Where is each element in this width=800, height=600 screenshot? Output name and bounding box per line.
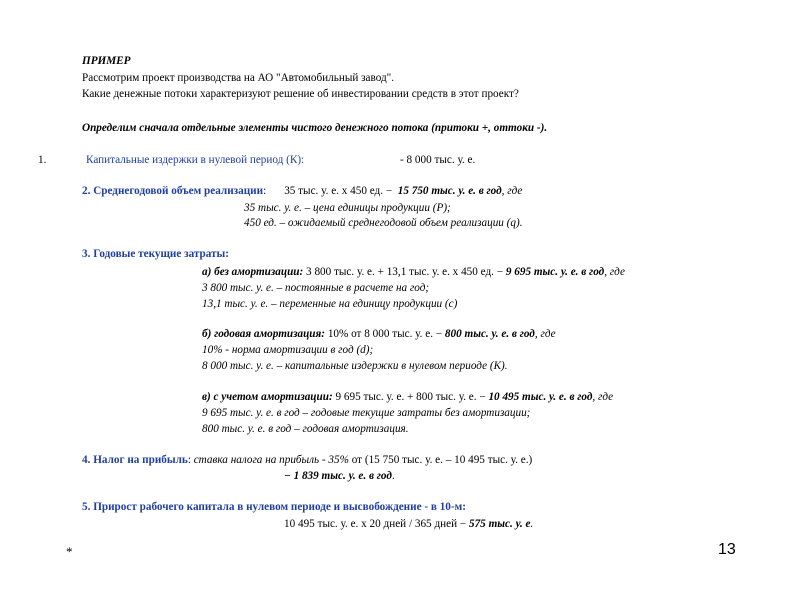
item3-a-label: а) без амортизации:	[202, 266, 304, 278]
item2-colon: :	[263, 185, 267, 197]
item4-formula: от (15 750 тыс. у. е. – 10 495 тыс. у. е.)	[348, 454, 533, 466]
item2-title: 2. Среднегодовой объем реализации	[82, 185, 264, 197]
item3-b-tail: , где	[534, 328, 556, 340]
item1-value: - 8 000 тыс. у. е.	[400, 154, 476, 166]
item5-line	[284, 516, 533, 532]
item4-result-line	[284, 468, 395, 484]
item3-a-formula: 3 800 тыс. у. е. + 13,1 тыс. у. е. х 450 ед. −	[303, 266, 504, 278]
item2-tail: , где	[501, 185, 523, 197]
item3-a-note-2: 13,1 тыс. у. е. – переменные на единицу продукции (с)	[202, 298, 458, 310]
item2-line	[82, 183, 522, 199]
page-number: 13	[718, 541, 736, 558]
item4-colon: :	[187, 454, 191, 466]
item3-b-result: 800 тыс. у. е. в год	[442, 328, 535, 340]
item4-title: 4. Налог на прибыль	[82, 454, 188, 466]
example-heading: ПРИМЕР	[82, 55, 131, 67]
item3-c-line	[202, 389, 613, 405]
footer-star: *	[66, 544, 73, 559]
item5-result: 575 тыс. у. е	[466, 518, 531, 530]
item3-b-note-2: 8 000 тыс. у. е. – капитальные издержки в нулевом периоде (К).	[202, 360, 508, 372]
item3-a-line	[202, 264, 625, 280]
item5-formula: 10 495 тыс. у. е. х 20 дней / 365 дней −	[284, 518, 467, 530]
item3-c-tail: , где	[592, 391, 614, 403]
item3-title: 3. Годовые текущие затраты:	[82, 248, 230, 260]
intro-line-1: Рассмотрим проект производства на АО "Автомобильный завод".	[82, 72, 395, 84]
item3-a-note-1: 3 800 тыс. у. е. – постоянные в расчете на год;	[202, 282, 430, 294]
item4-rate: ставка налога на прибыль - 35%	[190, 454, 349, 466]
item3-b-label: б) годовая амортизация:	[202, 328, 326, 340]
intro-line-2: Какие денежные потоки характеризуют решение об инвестировании средств в этот проект?	[82, 88, 519, 100]
item1-number: 1.	[38, 154, 47, 166]
item5-tail: .	[530, 518, 534, 530]
item3-c-label: в) с учетом амортизации:	[202, 391, 333, 403]
item3-c-note-1: 9 695 тыс. у. е. в год – годовые текущие затраты без амортизации;	[202, 407, 531, 419]
item2-note-1: 35 тыс. у. е. – цена единицы продукции (Р);	[244, 202, 451, 214]
item1-label: Капитальные издержки в нулевой период (К):	[86, 154, 305, 166]
item3-b-note-1: 10% - норма амортизации в год (d);	[202, 344, 374, 356]
item3-c-formula: 9 695 тыс. у. е. + 800 тыс. у. е. −	[332, 391, 486, 403]
item2-formula: 35 тыс. у. е. х 450 ед. −	[284, 185, 393, 197]
item5-title: 5. Прирост рабочего капитала в нулевом периоде и высвобождение - в 10-м:	[82, 501, 466, 513]
item4-line	[82, 452, 532, 468]
item3-c-result: 10 495 тыс. у. е. в год	[485, 391, 593, 403]
item2-result: 15 750 тыс. у. е. в год	[397, 185, 502, 197]
item4-result: − 1 839 тыс. у. е. в год	[284, 470, 392, 482]
define-line: Определим сначала отдельные элементы чистого денежного потока (притоки +, оттоки -).	[82, 122, 548, 134]
item3-a-result: 9 695 тыс. у. е. в год	[503, 266, 605, 278]
item2-note-2: 450 ед. – ожидаемый среднегодовой объем реализации (q).	[244, 217, 523, 229]
item3-b-formula: 10% от 8 000 тыс. у. е. −	[325, 328, 443, 340]
item3-b-line	[202, 326, 556, 342]
item3-a-tail: , где	[604, 266, 625, 278]
item4-tail: .	[391, 470, 395, 482]
item3-c-note-2: 800 тыс. у. е. в год – годовая амортизация.	[202, 423, 409, 435]
